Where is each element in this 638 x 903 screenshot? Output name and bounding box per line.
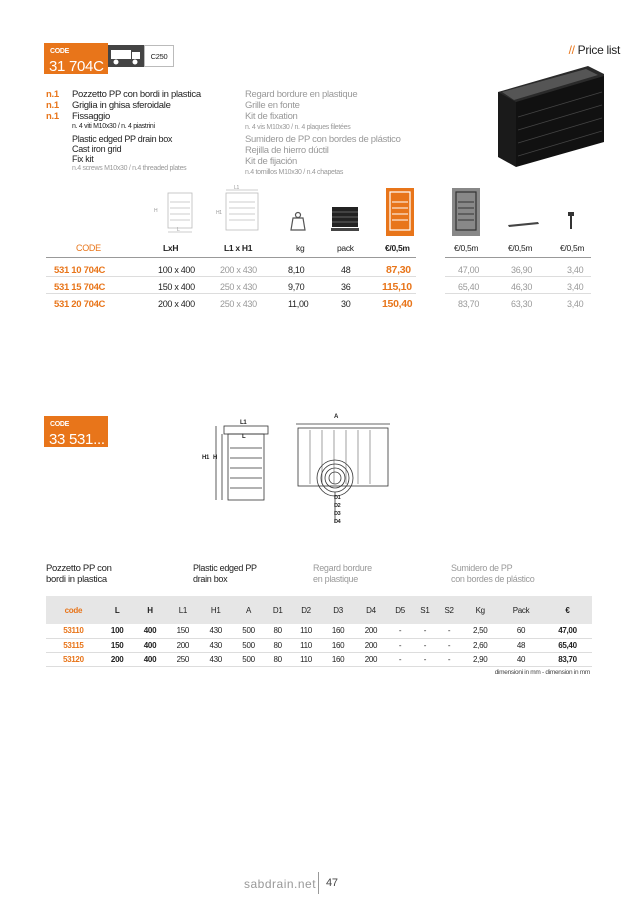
product2-name-it: Pozzetto PP con bordi in plastica xyxy=(46,563,112,585)
screws-fr: n. 4 vis M10x30 / n. 4 plaques filetées xyxy=(245,124,351,131)
description-en xyxy=(72,134,232,174)
screws-es: n.4 tornillos M10x30 / n.4 chapetas xyxy=(245,169,344,176)
dim-l1: L1 xyxy=(234,185,239,191)
item-es: Sumidero de PP con bordes de plástico xyxy=(245,134,401,145)
box-side-drawing xyxy=(220,188,264,236)
description-es xyxy=(245,134,415,178)
truck-icon xyxy=(108,45,144,67)
pallet-icon xyxy=(330,205,360,233)
load-class-badge: C250 xyxy=(144,45,174,67)
code-label-2: CODE xyxy=(50,421,70,428)
table-row: 53110 100 400 150 430 500 80 110 160 200 - - - 2,50 60 47,00 xyxy=(46,624,592,638)
dim2-l: L xyxy=(242,434,246,440)
t1-header-pack: pack xyxy=(337,243,354,253)
item-es: Rejilla de hierro dúctil xyxy=(245,145,329,156)
item-fr: Regard bordure en plastique xyxy=(245,89,358,100)
dimensions-table xyxy=(46,596,592,667)
item-en: Fix kit xyxy=(72,154,94,164)
dim2-d2: D2 xyxy=(334,503,341,509)
dim-h: H xyxy=(154,208,158,214)
t1-header-lxh: LxH xyxy=(163,243,179,253)
code-value-2: 33 531... xyxy=(49,431,105,448)
drain-box-icon xyxy=(386,188,414,236)
table-header-row: code L H L1 H1 A D1 D2 D3 D4 D5 S1 S2 Kg Pack € xyxy=(46,596,592,624)
item-fr: Kit de fixation xyxy=(245,111,298,122)
price-list-title xyxy=(569,43,620,57)
product2-name-fr: Regard bordure en plastique xyxy=(313,563,372,584)
grate-icon xyxy=(506,220,540,228)
screws-en: n.4 screws M10x30 / n.4 threaded plates xyxy=(72,165,187,172)
drain-box-section-drawing xyxy=(208,418,278,508)
item-es: Kit de fijación xyxy=(245,156,298,167)
drain-box-outlet-drawing xyxy=(290,416,396,526)
dim2-h: H xyxy=(213,455,218,461)
dim2-d3: D3 xyxy=(334,511,341,517)
dimensions-note: dimensioni in mm - dimension in mm xyxy=(494,669,590,676)
t1-header-price-grey-box: €/0,5m xyxy=(454,243,479,253)
dim-h1: H1 xyxy=(216,210,222,216)
dim2-d4: D4 xyxy=(334,519,341,525)
t1-header-l1xh1: L1 x H1 xyxy=(224,243,253,253)
row-divider xyxy=(46,293,416,294)
box-front-drawing xyxy=(160,190,200,236)
product-code-box-2 xyxy=(44,416,108,447)
item-row: n.1 Griglia in ghisa sferoidale xyxy=(46,100,171,111)
screw-icon xyxy=(566,212,576,230)
title-slashes: // xyxy=(568,43,575,57)
row-divider xyxy=(445,276,591,277)
screws-it: n. 4 viti M10x30 / n. 4 piastrini xyxy=(72,123,155,130)
product2-name-en: Plastic edged PP drain box xyxy=(193,563,257,584)
t1-header-kg: kg xyxy=(296,243,305,253)
t1-header-price-box: €/0,5m xyxy=(385,243,410,253)
t1-header-price-screw: €/0,5m xyxy=(560,243,585,253)
t1-header-rule-right xyxy=(445,257,591,258)
item-en: Plastic edged PP drain box xyxy=(72,134,173,144)
table-row: 53120 200 400 250 430 500 80 110 160 200 - - - 2,90 40 83,70 xyxy=(46,652,592,666)
description-fr xyxy=(245,89,415,133)
item-fr: Grille en fonte xyxy=(245,100,300,111)
dim2-d1: D1 xyxy=(334,495,341,501)
item-en: Cast iron grid xyxy=(72,144,122,154)
dim2-h1: H1 xyxy=(202,455,210,461)
t1-header-code: CODE xyxy=(76,243,101,253)
dim2-a: A xyxy=(334,414,339,420)
item-row: n.1 Fissaggio xyxy=(46,111,110,122)
weight-icon xyxy=(290,211,306,231)
table-row: 53115 150 400 200 430 500 80 110 160 200 - - - 2,60 48 65,40 xyxy=(46,638,592,652)
code-value: 31 704C xyxy=(49,58,104,75)
t1-header-rule xyxy=(46,257,416,258)
description-it xyxy=(46,89,236,132)
product2-name-es: Sumidero de PP con bordes de plástico xyxy=(451,563,535,584)
product-code-box xyxy=(44,43,108,74)
t1-header-price-grate: €/0,5m xyxy=(508,243,533,253)
item-row: n.1 Pozzetto PP con bordi in plastica xyxy=(46,89,201,100)
drain-box-photo xyxy=(488,62,608,172)
footer-site: sabdrain.net xyxy=(244,877,317,891)
dim2-l1: L1 xyxy=(240,420,247,426)
footer-divider xyxy=(318,872,319,894)
code-label: CODE xyxy=(50,48,70,55)
row-divider xyxy=(46,276,416,277)
dim-l: L xyxy=(177,227,180,233)
page-number: 47 xyxy=(326,877,338,889)
title-text: Price list xyxy=(577,43,620,57)
grey-box-icon xyxy=(452,188,480,236)
row-divider xyxy=(445,293,591,294)
